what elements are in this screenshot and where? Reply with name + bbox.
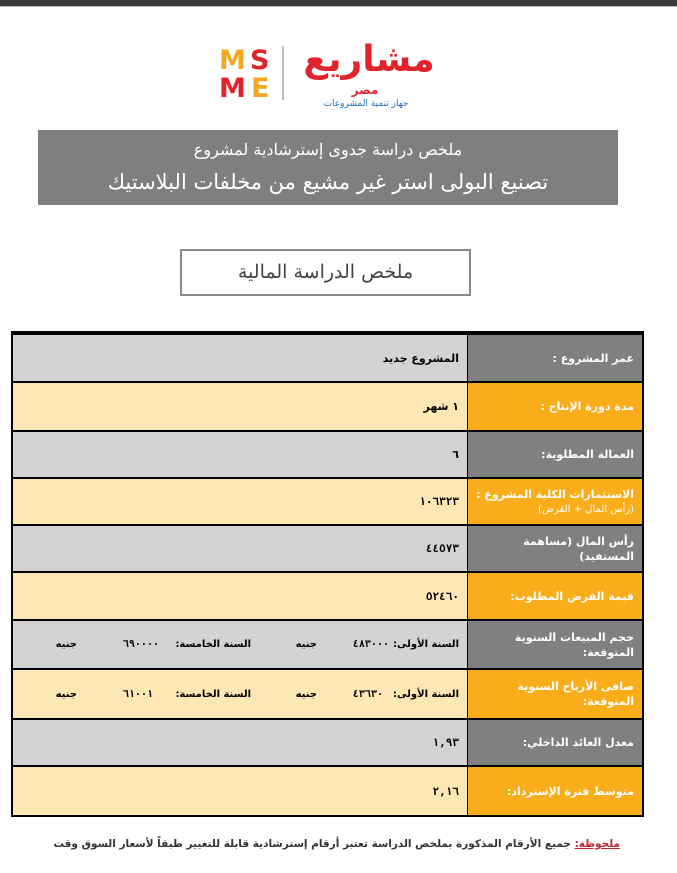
- profit-year5-unit: جنيه: [55, 688, 77, 700]
- msme-logo-mark: [218, 44, 280, 102]
- row-value-annual-sales: [13, 621, 467, 668]
- table-row: [13, 383, 642, 430]
- row-label-loan: قيمة القرض المطلوب:: [468, 573, 642, 619]
- row-label-production-cycle: مدة دورة الإنتاج :: [468, 383, 642, 430]
- row-value-labor: ٦: [13, 432, 467, 477]
- logo-tagline: جهاز تنمية المشروعات: [323, 99, 409, 109]
- summary-table: [11, 331, 644, 817]
- row-label-annual-sales: حجم المبيعات السنوية المتوقعة:: [468, 621, 642, 668]
- table-row: [13, 335, 642, 381]
- total-investment-label: الاستثمارات الكلية المشروع :: [476, 487, 634, 501]
- table-row: [13, 432, 642, 477]
- financial-summary-heading: ملخص الدراسة المالية: [180, 249, 471, 296]
- footnote: [40, 838, 620, 850]
- sales-year5-label: السنة الخامسة:: [175, 639, 251, 650]
- sales-year5-unit: جنيه: [55, 639, 77, 650]
- top-border-line: [0, 6, 677, 7]
- profit-year5-value: ٦١٠٠١: [122, 688, 153, 700]
- sales-year1-unit: جنيه: [295, 639, 317, 650]
- footnote-label: ملحوظة:: [574, 838, 620, 850]
- row-value-total-investment: ١٠٦٣٢٣: [13, 479, 467, 524]
- logo-letter-s: S: [250, 45, 269, 76]
- logo: [218, 39, 448, 112]
- profit-year1-label: السنة الأولى:: [393, 688, 459, 700]
- profit-year5-label: السنة الخامسة:: [175, 688, 251, 700]
- total-investment-sublabel: (رأس المال + القرض): [538, 503, 634, 515]
- table-row: [13, 621, 642, 668]
- row-label-total-investment: [468, 479, 642, 524]
- sales-year1-value: ٤٨٣٠٠٠: [352, 639, 389, 650]
- row-value-net-profit: [13, 670, 467, 718]
- row-label-labor: العمالة المطلوبة:: [468, 432, 642, 477]
- table-row: [13, 479, 642, 524]
- logo-letter-m1: M: [219, 45, 245, 76]
- footnote-text: جميع الأرقام المذكورة بملخص الدراسة تعتبر أرقام إسترشادية قابلة للتغيير طبقاً لأسعار السوق وقت: [53, 838, 575, 850]
- title-banner: [38, 130, 618, 205]
- row-label-payback: متوسط فترة الإسترداد:: [468, 767, 642, 815]
- logo-divider: [282, 46, 284, 100]
- sales-year1-label: السنة الأولى:: [393, 639, 459, 650]
- sales-year5-value: ٦٩٠٠٠٠: [122, 639, 159, 650]
- banner-subtitle: ملخص دراسة جدوى إسترشادية لمشروع: [193, 140, 463, 159]
- logo-letter-m2: M: [219, 73, 245, 104]
- logo-arabic-title: مشاريع: [303, 39, 435, 80]
- table-row: [13, 573, 642, 619]
- logo-arabic-sub: مصر: [351, 83, 379, 97]
- row-value-production-cycle: ١ شهر: [13, 383, 467, 430]
- logo-letter-e: E: [251, 73, 269, 104]
- table-row: [13, 767, 642, 815]
- row-label-project-age: عمر المشروع :: [468, 335, 642, 381]
- profit-year1-value: ٤٣٦٣٠: [352, 688, 383, 700]
- profit-year1-unit: جنيه: [295, 688, 317, 700]
- table-row: [13, 720, 642, 765]
- row-label-net-profit: صافى الأرباح السنوية المتوقعة:: [468, 670, 642, 718]
- row-value-irr: ١,٩٣: [13, 720, 467, 765]
- banner-title: تصنيع البولى استر غير مشيع من مخلفات البلاستيك: [107, 170, 549, 194]
- table-row: [13, 526, 642, 571]
- row-value-capital: ٤٤٥٧٣: [13, 526, 467, 571]
- row-value-loan: ٥٢٤٦٠: [13, 573, 467, 619]
- row-label-capital: رأس المال (مساهمة المستفيد): [468, 526, 642, 571]
- row-value-project-age: المشروع جديد: [13, 335, 467, 381]
- row-label-irr: معدل العائد الداخلي:: [468, 720, 642, 765]
- row-value-payback: ٢,١٦: [13, 767, 467, 815]
- table-row: [13, 670, 642, 718]
